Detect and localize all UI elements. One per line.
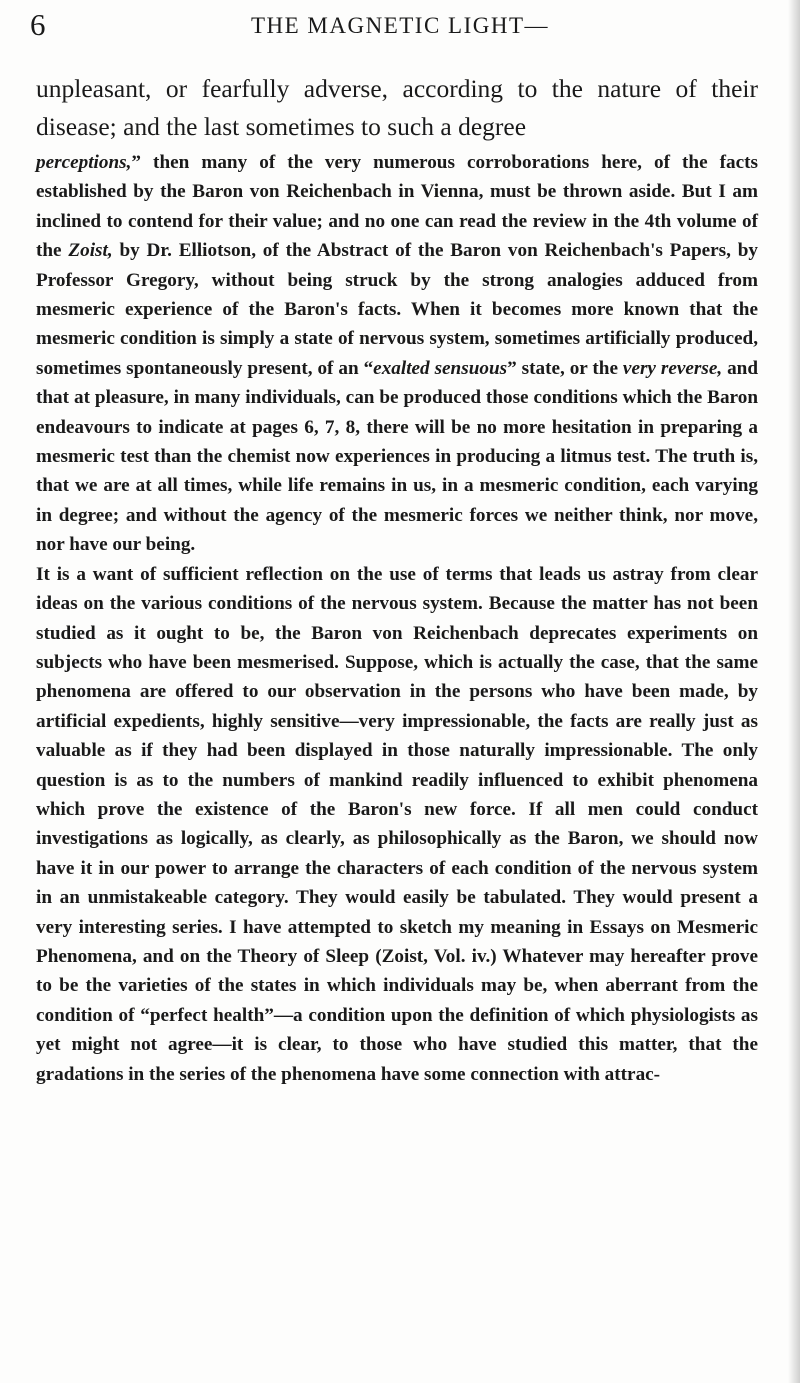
text-run: by Dr. Elliotson, of the Abstract of the Baron von Reichenbach's Papers, by Professor Gregory, without being struck by the strong analogies adduced from mesmeric experience of the Baron's facts. When it becomes more known that the mesmeric condition is simply a state of nervous system, sometimes artificially produced, sometimes spontaneously present, of an “ (36, 240, 759, 379)
page-edge-shadow (788, 0, 800, 1383)
text-run: ” state, or the (507, 357, 623, 379)
lead-paragraph: unpleasant, or fearfully adverse, according to the nature of their disease; and the last sometimes to such a degree (36, 74, 758, 141)
body-text (36, 148, 758, 1089)
italic-perceptions: perceptions, (36, 152, 132, 173)
running-title: THE MAGNETIC LIGHT— (250, 13, 550, 38)
italic-very-reverse: very reverse, (622, 357, 723, 379)
paragraph-2: It is a want of sufficient reflection on the use of terms that leads us astray from clear ideas on the various conditions of the nervous system. Because the matter has not been studied as it ought to be, the Baron von Reichenbach deprecates experiments on subjects who have been mesmerised. Suppose, which is actually the case, that the same phenomena are offered to our observation in the persons who have been made, by artificial expedients, highly sensitive—very impressionable, the facts are really just as valuable as if they had been displayed in those naturally impressionable. The only question is as to the numbers of mankind readily influenced to exhibit phenomena which prove the existence of the Baron's new force. If all men could conduct investigations as logically, as clearly, as philosophically as the Baron, we should now have it in our power to arrange the characters of each condition of the nervous system in an unmistakeable category. They would easily be tabulated. They would present a very interesting series. I have attempted to sketch my meaning in Essays on Mesmeric Phenomena, and on the Theory of Sleep (Zoist, Vol. iv.) Whatever may hereafter prove to be the varieties of the states in which individuals may be, when aberrant from the condition of “perfect health”—a condition upon the definition of which physiologists as yet might not agree—it is clear, to those who have studied this matter, that the gradations in the series of the phenomena have some connection with attrac- (36, 563, 758, 1085)
page-number: 6 (30, 7, 46, 42)
paragraph-1 (36, 148, 758, 560)
text-run: and that at pleasure, in many individuals, can be produced those conditions which the Baron endeavours to indicate at pages 6, 7, 8, there will be no more hesitation in preparing a mesmeric test than the chemist now experiences in producing a litmus test. The truth is, that we are at all times, while life remains in us, in a mesmeric condition, each varying in degree; and without the agency of the mesmeric forces we neither think, nor move, nor have our being. (36, 357, 759, 556)
italic-exalted-sensuous: exalted sensuous (373, 357, 508, 379)
running-head (30, 8, 770, 42)
text-run: ” then many of the very numerous corroborations here, of the facts established by the Baron von Reichenbach in Vienna, must be thrown aside. But I am inclined to contend for their value; and no one can read the review in the 4th volume of the (36, 152, 758, 262)
italic-zoist: Zoist, (68, 240, 113, 262)
